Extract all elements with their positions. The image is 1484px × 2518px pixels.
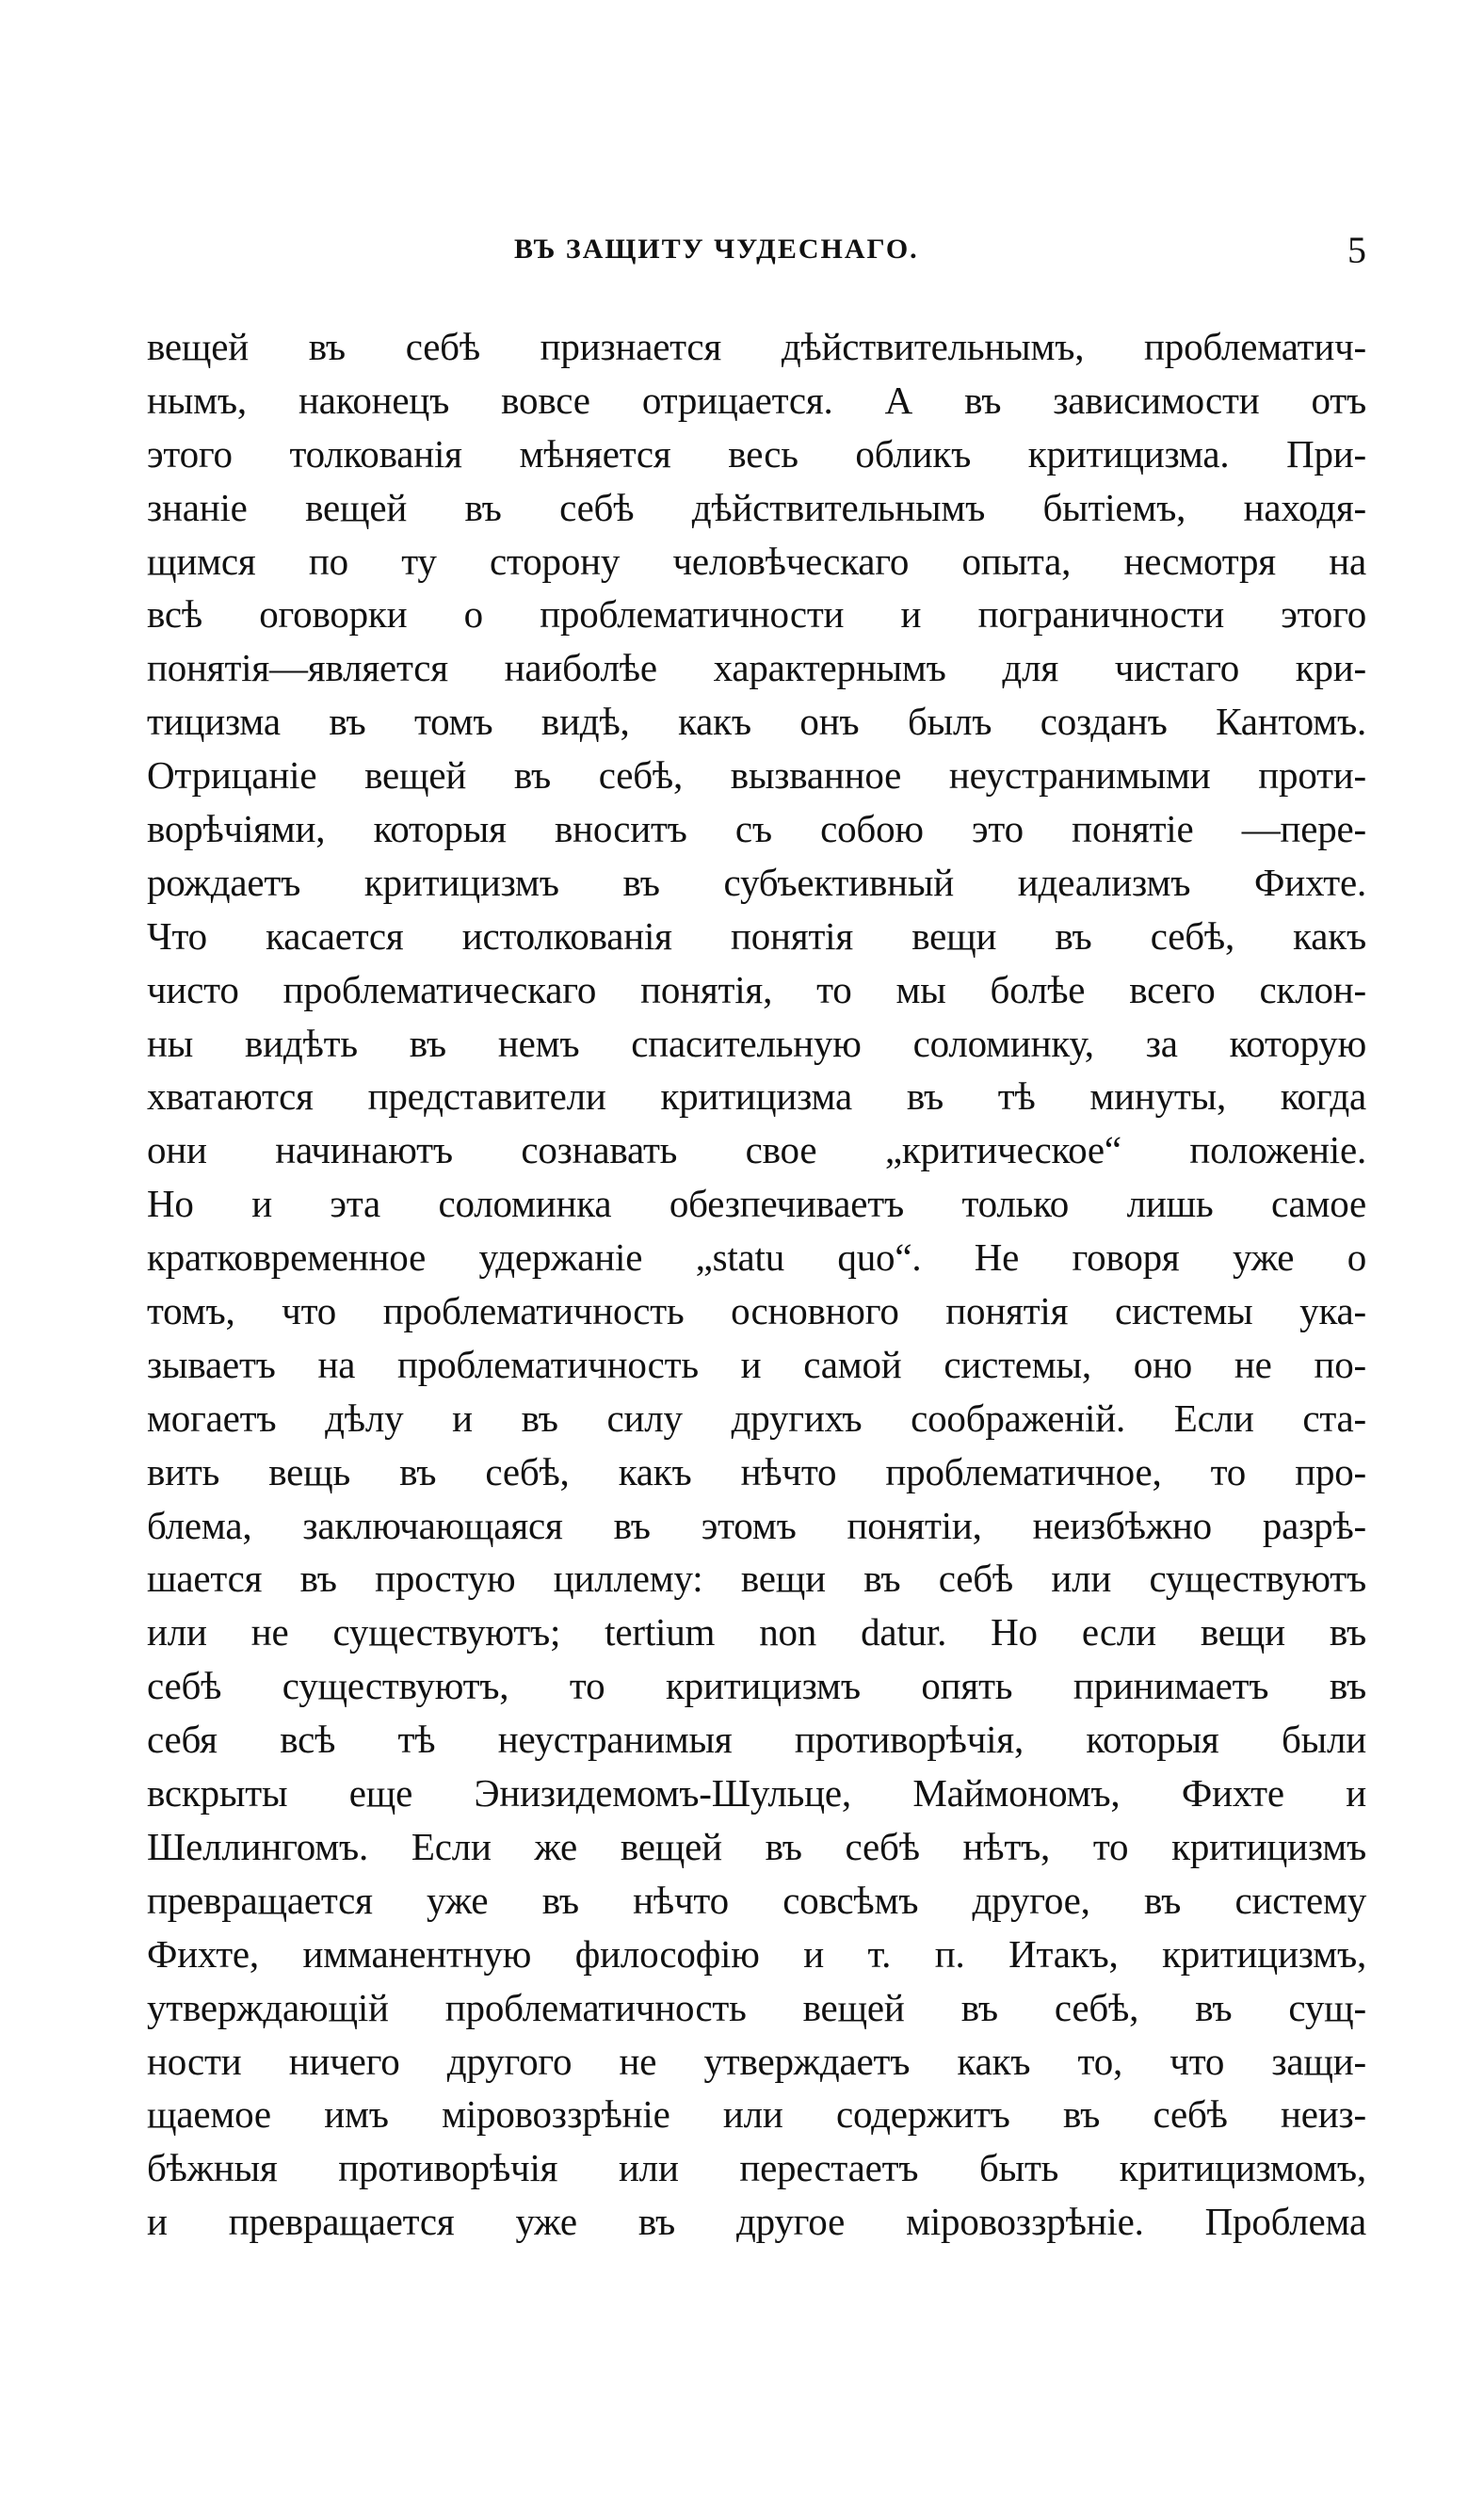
text-line: щаемое имъ міровоззрѣніе или содержитъ въ себѣ неиз- [147,2092,1366,2137]
running-title: ВЪ ЗАЩИТУ ЧУДЕСНАГО. [514,234,919,265]
text-line: зываетъ на проблематичность и самой системы, оно не по- [147,1342,1366,1386]
text-line: бѣжныя противорѣчія или перестаетъ быть критицизмомъ, [147,2146,1366,2190]
text-line: и превращается уже въ другое міровоззрѣніе. Проблема [147,2200,1366,2244]
text-line: ворѣчіями, которыя вноситъ съ собою это понятіе —пере- [147,807,1366,851]
text-line: могаетъ дѣлу и въ силу другихъ соображеній. Если ста- [147,1396,1366,1440]
text-line: хватаются представители критицизма въ тѣ минуты, когда [147,1074,1366,1119]
page-number: 5 [1347,229,1366,271]
text-line: Шеллингомъ. Если же вещей въ себѣ нѣтъ, то критицизмъ [147,1824,1366,1868]
text-line: Что касается истолкованія понятія вещи въ себѣ, какъ [147,913,1366,958]
text-line: нымъ, наконецъ вовсе отрицается. А въ зависимости отъ [147,378,1366,422]
text-line: превращается уже въ нѣчто совсѣмъ другое, въ систему [147,1878,1366,1922]
text-line: тицизма въ томъ видѣ, какъ онъ былъ созданъ Кантомъ. [147,700,1366,744]
text-line: чисто проблематическаго понятія, то мы болѣе всего склон- [147,967,1366,1011]
text-line: щимся по ту сторону человѣческаго опыта, несмотря на [147,539,1366,583]
text-line: томъ, что проблематичность основного понятія системы ука- [147,1289,1366,1333]
text-line: всѣ оговорки о проблематичности и пограничности этого [147,592,1366,637]
text-line: этого толкованія мѣняется весь обликъ критицизма. При- [147,431,1366,476]
text-line: ности ничего другого не утверждаетъ какъ то, что защи- [147,2039,1366,2083]
text-line: знаніе вещей въ себѣ дѣйствительнымъ бытіемъ, находя- [147,485,1366,529]
text-line: они начинаютъ сознавать свое „критическое“ положеніе. [147,1128,1366,1172]
text-line: рождаетъ критицизмъ въ субъективный идеализмъ Фихте. [147,860,1366,904]
text-line: Но и эта соломинка обезпечиваетъ только лишь самое [147,1182,1366,1226]
text-line: вскрыты еще Энизидемомъ-Шульце, Маймономъ, Фихте и [147,1771,1366,1816]
text-line: или не существуютъ; tertium non datur. Но если вещи въ [147,1610,1366,1654]
text-line: себѣ существуютъ, то критицизмъ опять принимаетъ въ [147,1664,1366,1708]
running-header [147,229,1366,281]
text-line: утверждающій проблематичность вещей въ себѣ, въ сущ- [147,1985,1366,2029]
text-line: себя всѣ тѣ неустранимыя противорѣчія, которыя были [147,1718,1366,1762]
text-line: шается въ простую циллему: вещи въ себѣ или существуютъ [147,1557,1366,1601]
text-line: вить вещь въ себѣ, какъ нѣчто проблематичное, то про- [147,1449,1366,1493]
text-line: блема, заключающаяся въ этомъ понятіи, неизбѣжно разрѣ- [147,1503,1366,1547]
text-line: понятія—является наиболѣе характернымъ для чистаго кри- [147,646,1366,690]
text-line: Фихте, имманентную философію и т. п. Итакъ, критицизмъ, [147,1931,1366,1976]
text-line: кратковременное удержаніе „statu quo“. Не говоря уже о [147,1235,1366,1280]
body-text [147,320,1366,2249]
text-line: ны видѣть въ немъ спасительную соломинку, за которую [147,1021,1366,1065]
text-line: Отрицаніе вещей въ себѣ, вызванное неустранимыми проти- [147,753,1366,798]
text-line: вещей въ себѣ признается дѣйствительнымъ, проблематич- [147,325,1366,368]
